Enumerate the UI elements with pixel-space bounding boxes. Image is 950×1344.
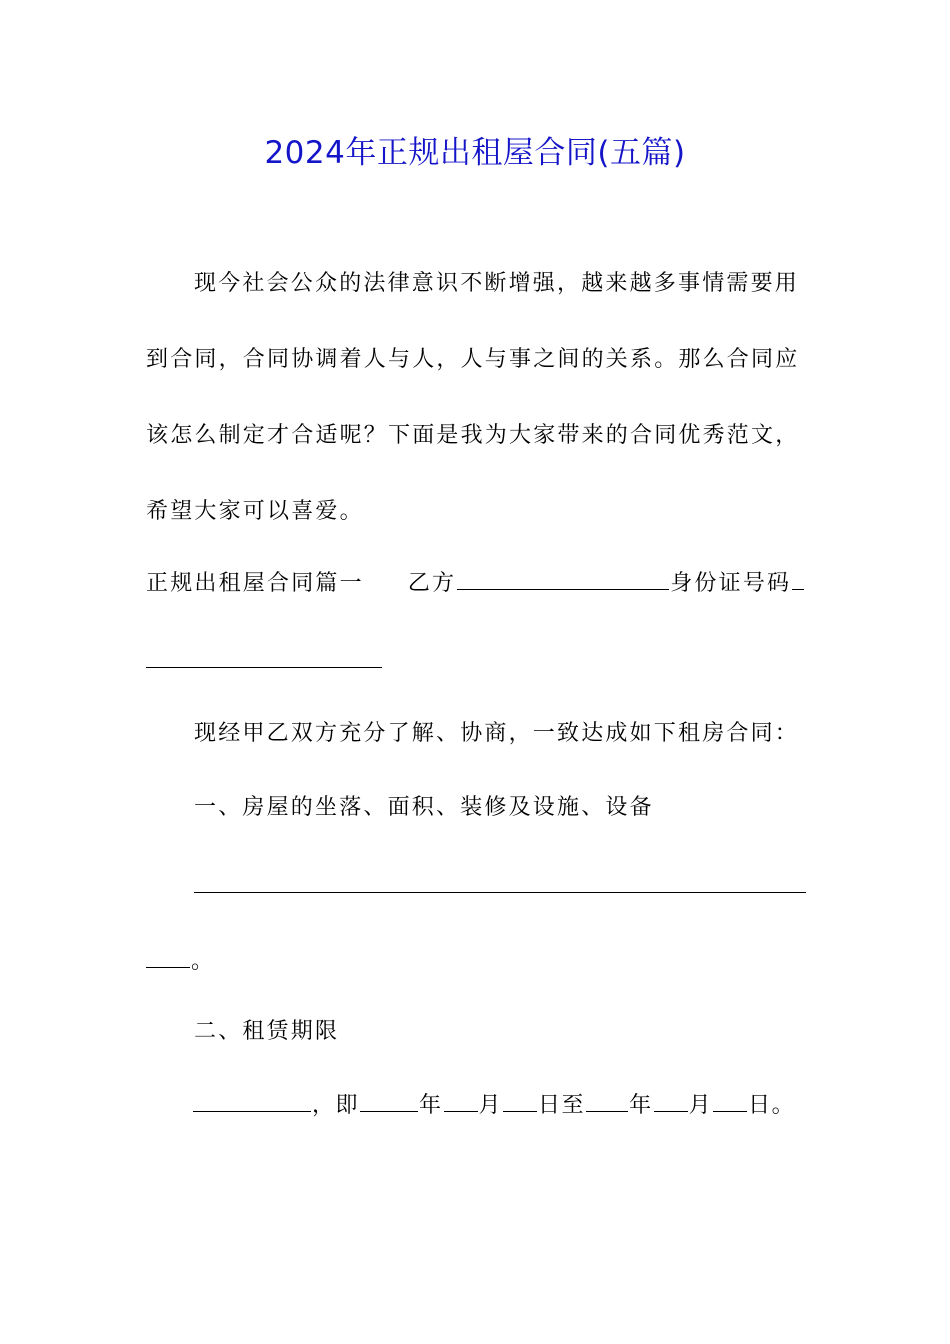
section-heading: 正规出租屋合同篇一 — [146, 571, 364, 596]
end-year-blank — [586, 1089, 628, 1112]
start-day-to-label: 日至 — [538, 1093, 586, 1118]
start-day-blank — [503, 1089, 537, 1112]
section-heading-row — [146, 564, 816, 604]
end-year-label: 年 — [629, 1093, 653, 1118]
clause-1-blank-end — [146, 945, 190, 968]
lease-term-row — [192, 1086, 812, 1126]
intro-line-3: 该怎么制定才合适呢？下面是我为大家带来的合同优秀范文， — [146, 423, 800, 448]
end-day-blank — [713, 1089, 747, 1112]
lease-ji: ，即 — [312, 1093, 360, 1118]
clause-1-blank-line — [194, 892, 806, 893]
intro-line-2: 到合同，合同协调着人与人，人与事之间的关系。那么合同应 — [146, 347, 800, 372]
start-month-blank — [444, 1089, 478, 1112]
end-month-label: 月 — [688, 1093, 713, 1118]
start-year-label: 年 — [419, 1093, 443, 1118]
party-b-label: 乙方 — [407, 571, 457, 596]
clause-2-heading: 二、租赁期限 — [194, 1019, 340, 1044]
id-number-blank-continuation — [146, 667, 382, 668]
start-month-label: 月 — [478, 1093, 503, 1118]
agreement-statement: 现经甲乙双方充分了解、协商，一致达成如下租房合同： — [194, 721, 800, 746]
end-month-blank — [654, 1089, 688, 1112]
end-day-label: 日。 — [748, 1093, 796, 1118]
intro-line-1: 现今社会公众的法律意识不断增强，越来越多事情需要用 — [194, 271, 800, 296]
lease-duration-blank — [193, 1089, 311, 1112]
clause-1-end-row — [146, 942, 816, 982]
clause-1-end-mark: 。 — [191, 949, 216, 974]
start-year-blank — [360, 1089, 418, 1112]
intro-line-4: 希望大家可以喜爱。 — [146, 499, 364, 524]
id-number-label: 身份证号码 — [670, 571, 792, 596]
document-title: 2024年正规出租屋合同(五篇) — [264, 135, 686, 171]
clause-1-heading: 一、房屋的坐落、面积、装修及设施、设备 — [194, 795, 654, 820]
party-b-blank — [457, 567, 669, 590]
id-number-blank-start — [792, 567, 804, 590]
